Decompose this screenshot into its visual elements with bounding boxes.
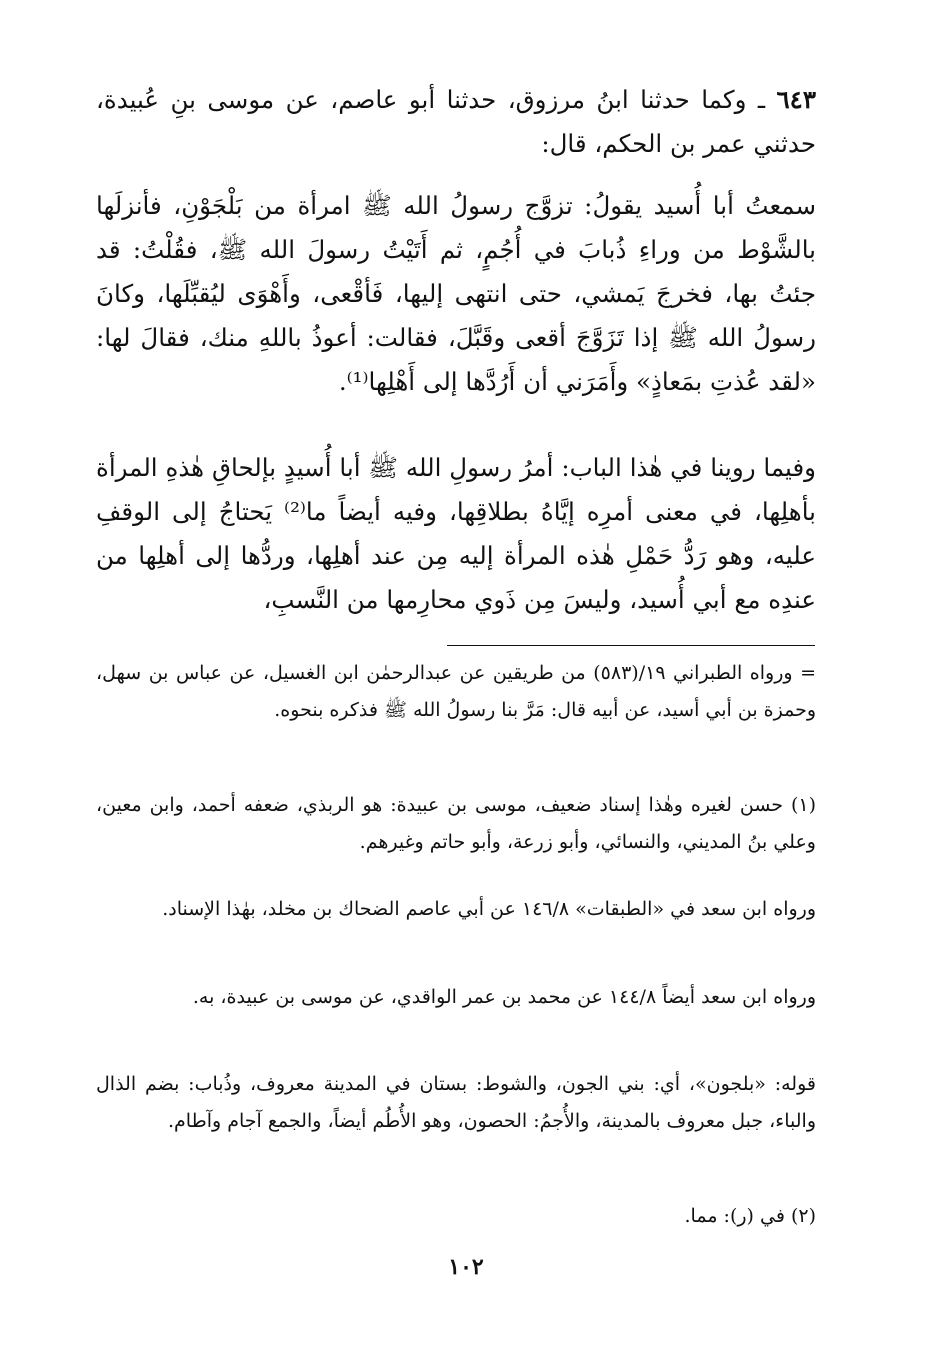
page-number: ١٠٢ bbox=[448, 1254, 484, 1280]
footnote-separator bbox=[447, 645, 815, 646]
footnote-continued-text: = ورواه الطبراني ١٩/(٥٨٣) من طريقين عن عبدالرحمٰن ابن الغسيل، عن عباس بن سهل، وحمزة بن أبي أسيد، عن أبيه قال: مَرَّ بنا رسولُ الله ﷺ فذكره بنحوه. bbox=[96, 662, 816, 721]
footnote-1-text: (١) حسن لغيره وهٰذا إسناد ضعيف، موسى بن عبيدة: هو الربذي، ضعفه أحمد، وابن معين، وعلي بنُ المديني، والنسائي، وأبو زرعة، وأبو حاتم وغيرهم. bbox=[96, 794, 816, 853]
footnote-1-glossary bbox=[96, 1066, 816, 1140]
footnote-2-text: (٢) في (ر): مما. bbox=[684, 1205, 816, 1227]
footnote-1-ibn-saad-2 bbox=[96, 979, 816, 1016]
footnote-1-ibn-saad-1 bbox=[96, 891, 816, 928]
footnote-1-glossary-text: قوله: «بلجون»، أي: بني الجون، والشوط: بستان في المدينة معروف، وذُباب: بضم الذال والباء، جبل معروف بالمدينة، والأُجمُ: الحصون، وهو الأُطُم أيضاً، والجمع آجام وآطام. bbox=[96, 1073, 816, 1132]
footnote-continuation bbox=[96, 655, 816, 729]
hadith-intro bbox=[96, 78, 816, 166]
hadith-isnad: ـ وكما حدثنا ابنُ مرزوق، حدثنا أبو عاصم، عن موسى بنِ عُبيدة، حدثني عمر بن الحكم، قال: bbox=[96, 85, 816, 158]
commentary-text: وفيما روينا في هٰذا الباب: أمرُ رسولِ الله ﷺ أبا أُسيدٍ بإلحاقِ هٰذهِ المرأة بأهلِها، في معنى أمرِه إيَّاهُ بطلاقِها، وفيه أيضاً ما⁽²⁾ يَحتاجُ إلى الوقفِ عليه، وهو رَدُّ حَمْلِ هٰذه المرأة إليه مِن عند أهلِها، وردُّها إلى أهلِها من عندِه مع أبي أُسيد، وليسَ مِن ذَوي محارِمها من النَّسبِ، bbox=[96, 453, 816, 614]
commentary-paragraph bbox=[96, 446, 816, 622]
footnote-1-ibn-saad-2-text: ورواه ابن سعد أيضاً ١٤٤/٨ عن محمد بن عمر الواقدي، عن موسى بن عبيدة، به. bbox=[192, 986, 816, 1008]
hadith-text-paragraph bbox=[96, 184, 816, 404]
footnote-1 bbox=[96, 787, 816, 861]
footnote-2 bbox=[96, 1198, 816, 1235]
footnote-1-ibn-saad-1-text: ورواه ابن سعد في «الطبقات» ١٤٦/٨ عن أبي عاصم الضحاك بن مخلد، بهٰذا الإسناد. bbox=[162, 898, 816, 920]
hadith-number: ٦٤٣ bbox=[776, 85, 816, 114]
hadith-643 bbox=[96, 78, 816, 166]
hadith-matn: سمعتُ أبا أُسيد يقولُ: تزوَّج رسولُ الله ﷺ امرأة من بَلْجَوْنِ، فأنزلَها بالشَّوْط من وراءِ ذُبابَ في أُجُمٍ، ثم أَتَيْتُ رسولَ الله ﷺ، فقُلْتُ: قد جئتُ بها، فخرجَ يَمشي، حتى انتهى إليها، فَأقْعى، وأَهْوَى ليُقبِّلَها، وكانَ رسولُ الله ﷺ إذا تَزَوَّجَ أقعى وقَبَّلَ، فقالت: أعوذُ باللهِ منك، فقالَ لها: «لقد عُذتِ بمَعاذٍ» وأَمَرَني أن أَرُدَّها إلى أَهْلِها⁽¹⁾. bbox=[96, 191, 816, 396]
